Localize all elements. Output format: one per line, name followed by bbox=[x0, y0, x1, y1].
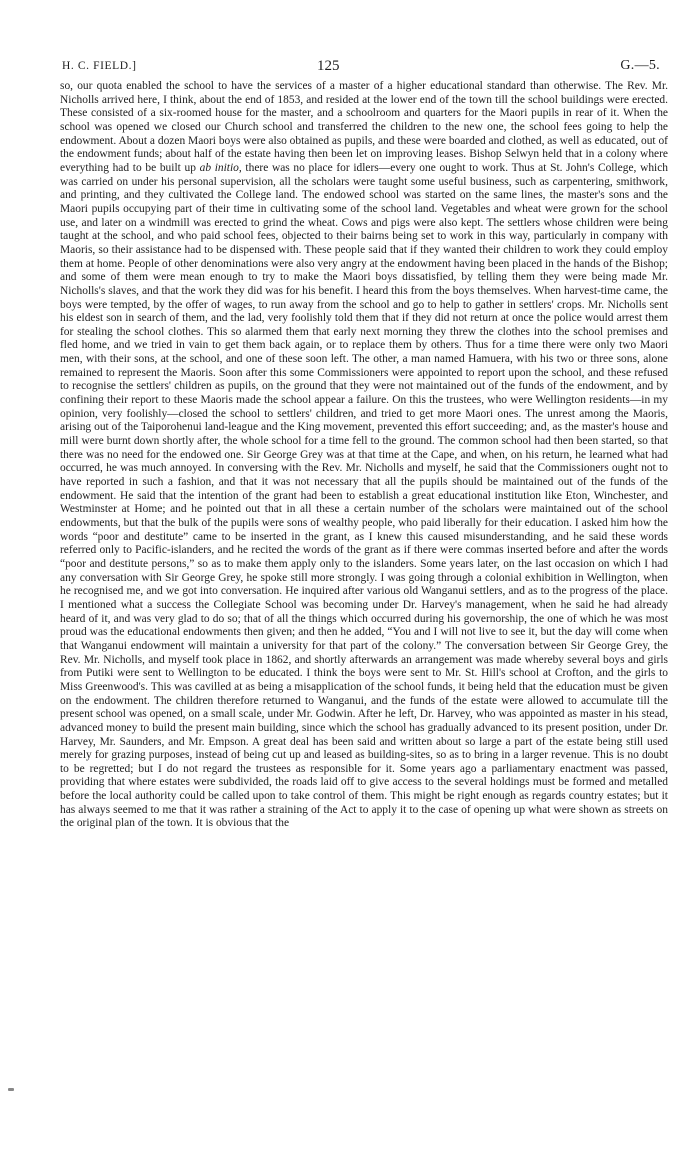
italic-phrase: ab initio, bbox=[199, 161, 242, 174]
body-text bbox=[60, 80, 668, 831]
paragraph bbox=[60, 80, 668, 831]
page-number: 125 bbox=[317, 58, 340, 74]
text-run: so, our quota enabled the school to have the services of a master of a higher educational standard than otherwise. The Rev. Mr. Nicholls arrived here, I think, about the end of 1853, and resided at the lower end of the town till the school buildings were erected. These consisted of a six-roomed house for the master, and a schoolroom and quarters for the Maori pupils in rear of it. When the school was opened we closed our Church school and transferred the children to the new one, the school fees going to help the endowment. About a dozen Maori boys were also obtained as pupils, and these were boarded and clothed, as well as educated, out of the endowment funds; about half of the estate having then been let on improving leases. Bishop Selwyn held that in a colony where everything had to be built up bbox=[60, 80, 668, 174]
scan-mark bbox=[8, 1088, 14, 1091]
page-header bbox=[62, 58, 660, 80]
author-running-head: H. C. FIELD.] bbox=[62, 60, 137, 72]
text-run: there was no place for idlers—every one ought to work. Thus at St. John's College, which was carried on under his personal supervision, all the scholars were taught some useful business, such as carpentering, smithwork, and printing, and they cultivated the College land. The endowed school was started on the same lines, the master's sons and the Maori pupils occupying part of their time in cultivating some of the school land. Vegetables and wheat were grown for the school use, and later on a windmill was erected to grind the wheat. Cows and pigs were also kept. The settlers whose children were being taught at the school, and who paid school fees, objected to their bairns being set to work in this way, particularly in company with Maoris, so their assistance had to be dispensed with. These people said that if they wanted their children to work they could employ them at home. People of other denominations were also very angry at the endowment having been placed in the hands of the Bishop; and some of them were mean enough to try to make the Maori boys dissatisfied, by telling them they were being made Mr. Nicholls's slaves, and that the work they did was for his benefit. I heard this from the boys themselves. When harvest-time came, the boys were tempted, by the offer of wages, to run away from the school and go to help to gather in settlers' crops. Mr. Nicholls sent his eldest son in search of them, and the lad, very foolishly told them that if they did not return at once the police would arrest them for stealing the school clothes. This so alarmed them that early next morning they threw the clothes into the school premises and fled home, and we tried in vain to get them back again, or to replace them by others. Thus for a time there were only two Maori men, with their sons, at the school, and one of these soon left. The other, a man named Hamuera, with his two or three sons, alone remained to represent the Maoris. Soon after this some Commissioners were appointed to report upon the school, and these refused to recognise the settlers' children as pupils, on the ground that they were not maintained out of the funds of the endowment, and by confining their report to these Maoris made the school appear a failure. On this the trustees, who were Wellington residents—in my opinion, very foolishly—closed the school to settlers' children, and tried to get more Maori ones. The unrest among the Maoris, arising out of the Taiporohenui land-league and the King movement, prevented this effort succeeding; and, as the master's house and mill were burnt down shortly after, the whole school for a time fell to the ground. The common school had then been started, so that there was no need for the endowed one. Sir George Grey was at that time at the Cape, and when, on his return, he learned what had occurred, he was much annoyed. In conversing with the Rev. Mr. Nicholls and myself, he said that the Commissioners ought not to have reported in such a fashion, and that it was not necessary that all the pupils should be maintained out of the funds of the endowment. He said that the intention of the grant had been to establish a great educational institution like Eton, Winchester, and Westminster at Home; and he pointed out that in all these a certain number of the scholars were maintained out of the school endowments, but that the bulk of the pupils were sons of wealthy people, who paid liberally for their education. I asked him how the words “poor and destitute” came to be inserted in the grant, as I knew this caused misunderstanding, and he said these words referred only to Pacific-islanders, and he recited the words of the grant as if there were commas inserted before and after the words “poor and destitute persons,” so as to make them apply only to the islanders. Some years later, on the last occasion on which I had any conversation with Sir George Grey, he spoke still more strongly. I was going through a colonial exhibition in Wellington, when he recognised me, and we got into conversation. He inquired after various old Wanganui settlers, and as to the progress of the place. I mentioned what a success the Collegiate School was becoming under Dr. Harvey's management, when he said he had already heard of it, and was very glad to do so; that of all the things which occurred during his governorship, the one of which he was most proud was the educational endowments then given; and then he added, “You and I will not live to see it, but the day will come when that Wanganui endowment will maintain a university for that part of the colony.” The conversation between Sir George Grey, the Rev. Mr. Nicholls, and myself took place in 1862, and shortly afterwards an arrangement was made whereby several boys and girls from Putiki were sent to Wellington to be educated. I think the boys were sent to Mr. St. Hill's school at Crofton, and the girls to Miss Greenwood's. This was cavilled at as being a misapplication of the school funds, it being held that the education must be given on the endowment. The children therefore returned to Wanganui, and the funds of the estate were allowed to accumulate till the present school was opened, on a small scale, under Mr. Godwin. After he left, Dr. Harvey, who was appointed as master in his stead, advanced money to build the present main building, since which the school has gradually advanced to its present position, under Dr. Harvey, Mr. Saunders, and Mr. Empson. A great deal has been said and written about so large a part of the estate being still used merely for grazing purposes, instead of being cut up and leased as building-sites, so as to bring in a larger revenue. This is no doubt to be regretted; but I do not regard the trustees as responsible for it. Some years ago a parliamentary enactment was passed, providing that where estates were subdivided, the roads laid off to give access to the several holdings must be formed and metalled before the local authority could be called upon to take control of them. This might be right enough as regards country estates; but it has always seemed to me that it was rather a straining of the Act to apply it to the case of opening up what were shown as streets on the original plan of the town. It is obvious that the bbox=[60, 161, 669, 830]
section-number: G.—5. bbox=[620, 58, 660, 73]
